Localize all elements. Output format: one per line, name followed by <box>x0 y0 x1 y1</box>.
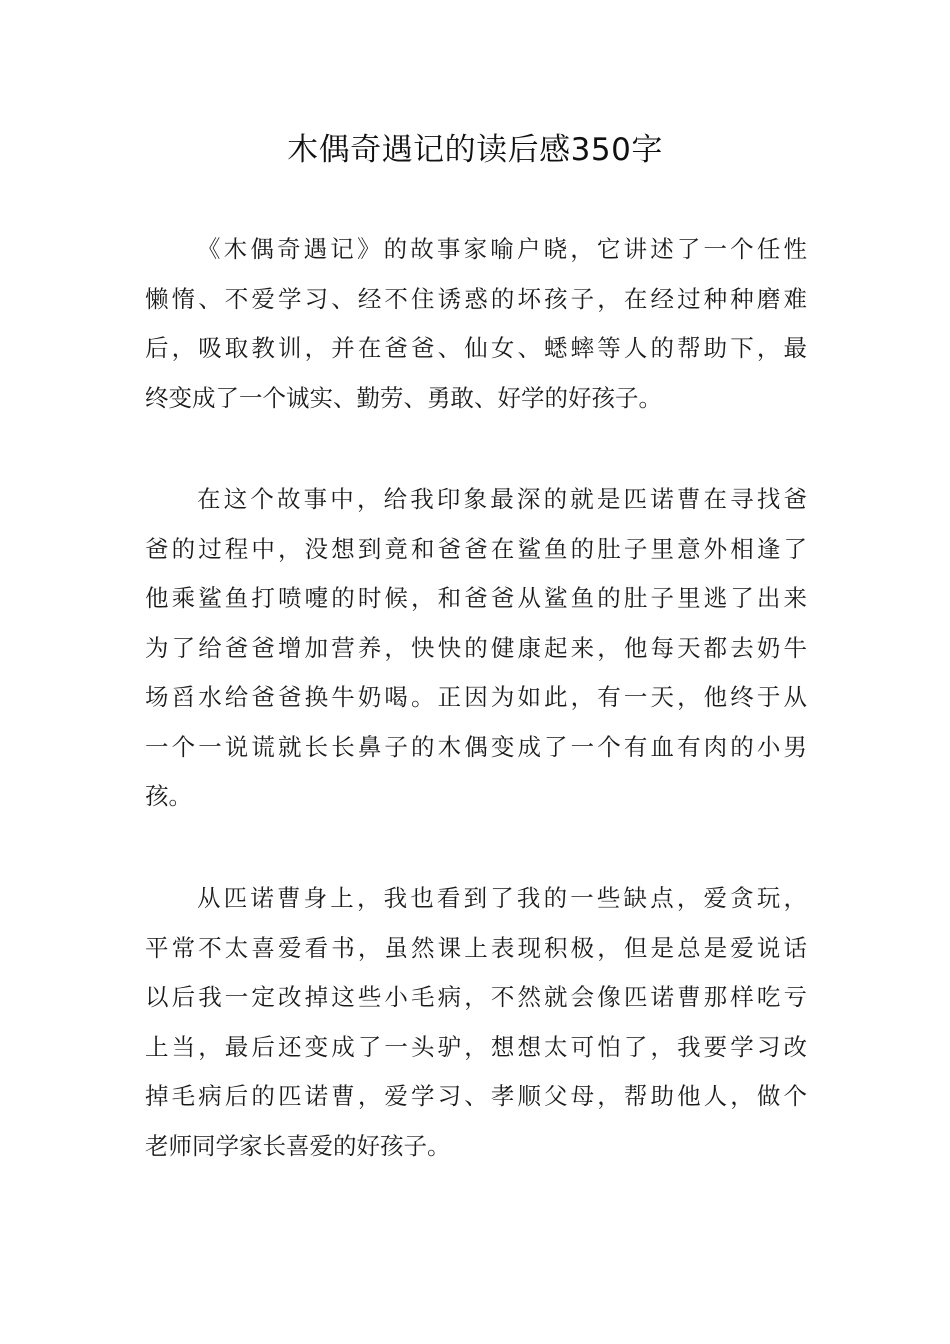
paragraph-3 <box>145 874 807 1171</box>
paragraph-line: 场舀水给爸爸换牛奶喝。正因为如此，有一天，他终于从 <box>145 683 807 711</box>
paragraph-line: 懒惰、不爱学习、经不住诱惑的坏孩子，在经过种种磨难 <box>145 284 807 313</box>
paragraph-line: 终变成了一个诚实、勤劳、勇敢、好学的好孩子。 <box>145 383 662 412</box>
document-title: 木偶奇遇记的读后感350字 <box>287 132 663 168</box>
paragraph-line: 从匹诺曹身上，我也看到了我的一些缺点，爱贪玩， <box>197 884 807 912</box>
paragraph-line: 一个一说谎就长长鼻子的木偶变成了一个有血有肉的小男 <box>145 732 807 761</box>
paragraph-line: 平常不太喜爱看书，虽然课上表现积极，但是总是爱说话 <box>145 933 807 962</box>
paragraph-line: 后，吸取教训，并在爸爸、仙女、蟋蟀等人的帮助下，最 <box>145 334 807 362</box>
paragraph-2 <box>145 475 807 822</box>
paragraph-line: 孩。 <box>145 782 192 810</box>
paragraph-line: 上当，最后还变成了一头驴，想想太可怕了，我要学习改 <box>145 1032 807 1061</box>
paragraph-1 <box>145 225 807 423</box>
paragraph-line: 为了给爸爸增加营养，快快的健康起来，他每天都去奶牛 <box>145 633 807 662</box>
paragraph-line: 爸的过程中，没想到竟和爸爸在鲨鱼的肚子里意外相逢了 <box>145 534 807 563</box>
paragraph-line: 老师同学家长喜爱的好孩子。 <box>145 1131 451 1160</box>
paragraph-line: 在这个故事中，给我印象最深的就是匹诺曹在寻找爸 <box>197 485 807 513</box>
paragraph-line: 掉毛病后的匹诺曹，爱学习、孝顺父母，帮助他人，做个 <box>145 1082 807 1110</box>
paragraph-line: 《木偶奇遇记》的故事家喻户晓，它讲述了一个任性 <box>197 235 807 263</box>
paragraph-line: 他乘鲨鱼打喷嚏的时候，和爸爸从鲨鱼的肚子里逃了出来 <box>145 584 807 612</box>
paragraph-line: 以后我一定改掉这些小毛病，不然就会像匹诺曹那样吃亏 <box>145 983 807 1011</box>
